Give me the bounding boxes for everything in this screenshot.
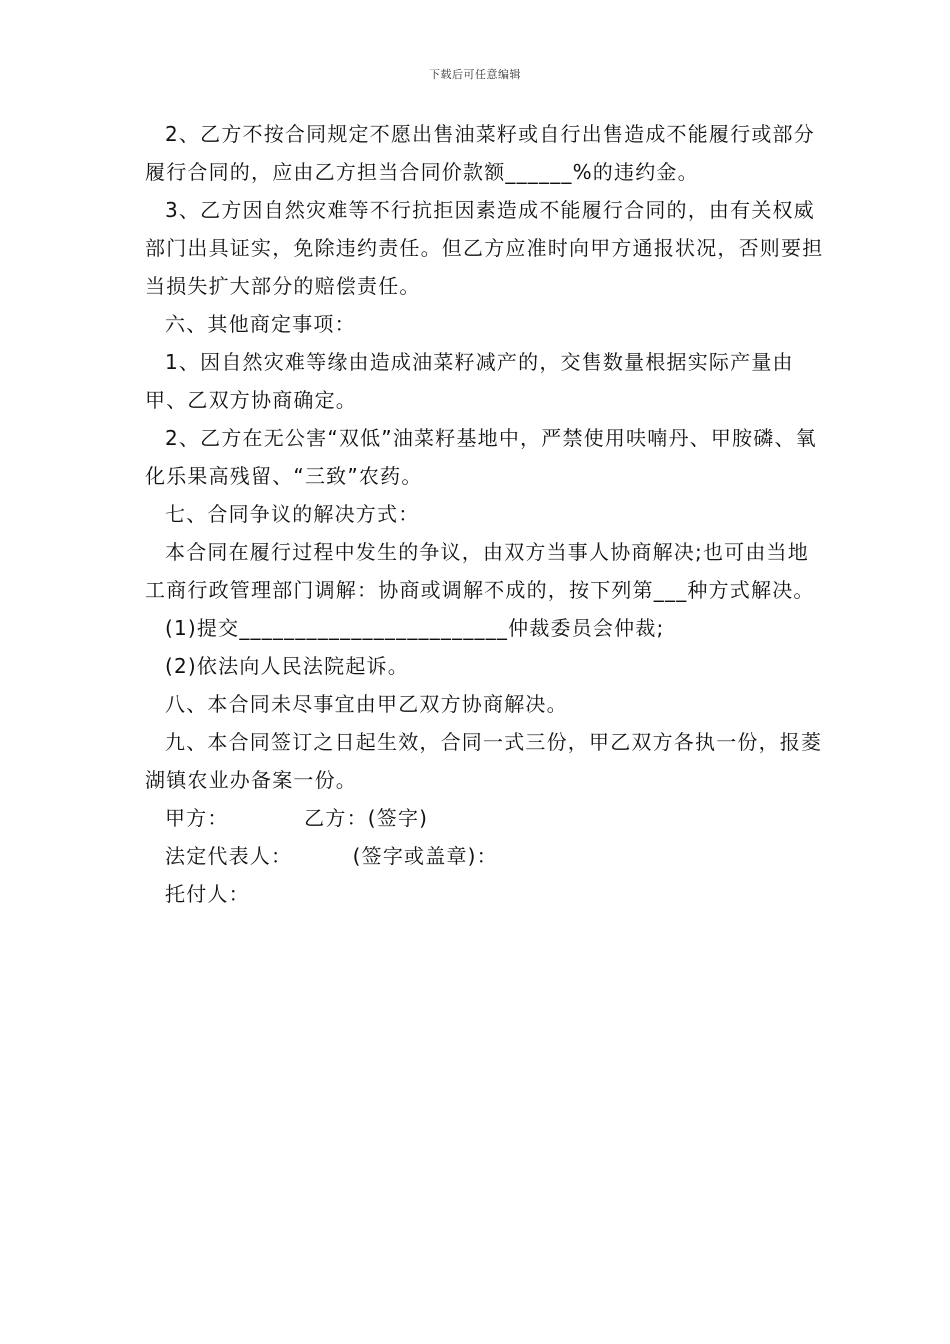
section-heading-dispute-resolution: 七、合同争议的解决方式： [165,502,420,526]
clause-pesticide-ban: 2、乙方在无公害“双低”油菜籽基地中，严禁使用呋喃丹、甲胺磷、氧化乐果高残留、“三致”农药。 [145,426,817,488]
clause-litigation-option: (2)依法向人民法院起诉。 [165,654,409,678]
signature-agent-line: 托付人： [165,882,250,906]
clause-breach-sale: 2、乙方不按合同规定不愿出售油菜籽或自行出售造成不能履行或部分履行合同的，应由乙方担当合同价款额______%的违约金。 [145,122,815,184]
document-body [145,115,825,913]
section-heading-other-matters: 六、其他商定事项： [165,312,356,336]
clause-force-majeure: 3、乙方因自然灾难等不行抗拒因素造成不能履行合同的，由有关权威部门出具证实，免除违约责任。但乙方应准时向甲方通报状况，否则要担当损失扩大部分的赔偿责任。 [145,198,824,298]
page-header: 下载后可任意编辑 [429,68,521,81]
clause-reduced-yield: 1、因自然灾难等缘由造成油菜籽减产的，交售数量根据实际产量由甲、乙双方协商确定。 [145,350,794,412]
signature-representative-line: 法定代表人： (签字或盖章)： [165,844,498,868]
clause-dispute-resolution: 本合同在履行过程中发生的争议，由双方当事人协商解决;也可由当地工商行政管理部门调解：协商或调解不成的，按下列第___种方式解决。 [145,540,815,602]
clause-arbitration-option: (1)提交________________________仲裁委员会仲裁; [165,616,665,640]
section-heading-unresolved-matters: 八、本合同未尽事宜由甲乙双方协商解决。 [165,692,568,716]
clause-effective-date: 九、本合同签订之日起生效，合同一式三份，甲乙双方各执一份，报菱湖镇农业办备案一份。 [145,730,823,792]
signature-parties-line: 甲方： 乙方：(签字) [165,806,429,830]
